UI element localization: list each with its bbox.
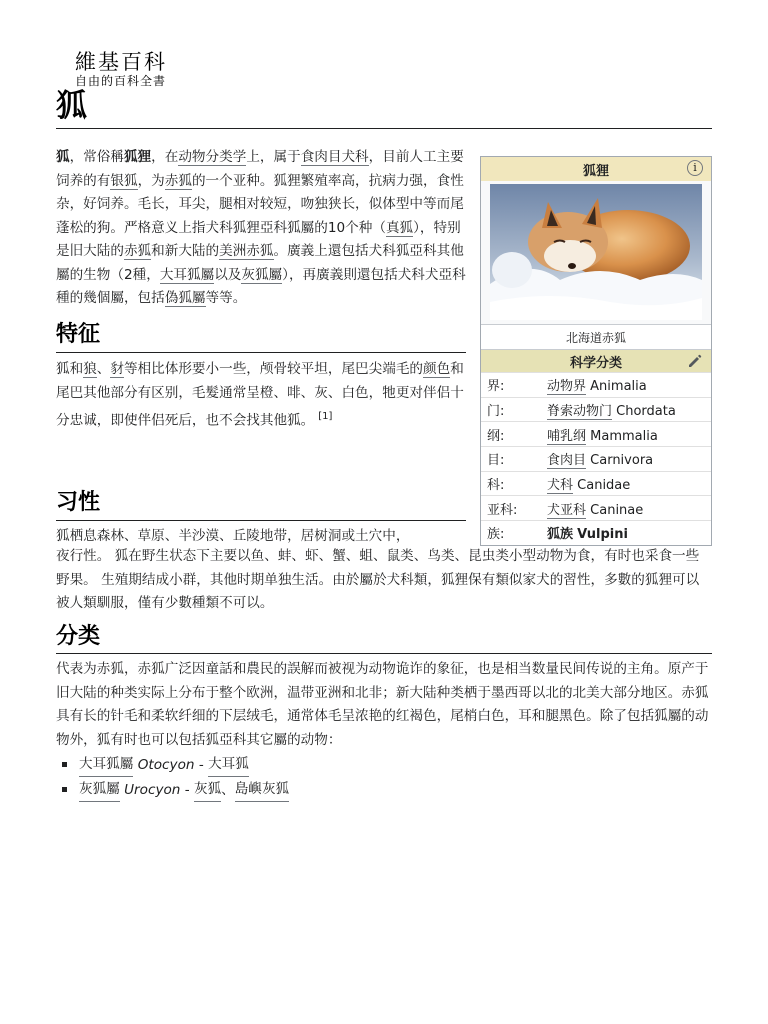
section-title-features: 特征 bbox=[56, 322, 101, 347]
rank-latin: Animalia bbox=[590, 379, 647, 395]
rank-value bbox=[547, 375, 711, 394]
taxonomy-row bbox=[481, 471, 711, 496]
logo-subtitle: 自由的百科全書 bbox=[75, 74, 167, 88]
separator: 、 bbox=[221, 781, 235, 798]
link-otocyon[interactable]: 大耳狐屬 bbox=[159, 266, 215, 283]
rank-label: 族: bbox=[487, 527, 505, 543]
rank-latin: Canidae bbox=[577, 478, 631, 494]
lead-text: ），特别是旧大陆的 bbox=[56, 219, 461, 259]
taxonomy-row bbox=[481, 372, 711, 397]
link-color[interactable]: 颜色 bbox=[423, 361, 451, 377]
lead-text: ），再廣義則還包括犬科犬亞科種的幾個屬，包括 bbox=[56, 266, 466, 306]
taxonomy-header bbox=[481, 349, 711, 372]
link-american-red-fox[interactable]: 美洲赤狐 bbox=[219, 243, 274, 259]
rank-name-link[interactable]: 动物界 bbox=[547, 379, 587, 395]
link-taxonomy[interactable]: 动物分类学 bbox=[178, 149, 247, 165]
separator: - bbox=[194, 756, 209, 773]
link-urocyon[interactable]: 灰狐屬 bbox=[241, 266, 283, 283]
rank-label: 门: bbox=[487, 404, 505, 420]
section-title-classification: 分类 bbox=[56, 624, 101, 649]
rank-latin: Vulpini bbox=[577, 527, 628, 543]
features-text: 狐和 bbox=[56, 361, 84, 377]
section-title-habits: 习性 bbox=[56, 490, 101, 515]
link-canidae[interactable]: 犬科 bbox=[341, 149, 369, 165]
fox-photo[interactable] bbox=[490, 184, 702, 320]
genus-list bbox=[62, 752, 289, 802]
link-carnivora[interactable]: 食肉目 bbox=[300, 149, 342, 165]
infobox-title-text: 狐狸 bbox=[582, 163, 609, 179]
page-title: 狐 bbox=[56, 88, 87, 124]
rank-latin: Chordata bbox=[616, 404, 676, 420]
features-paragraph bbox=[56, 358, 466, 433]
taxonomy-row bbox=[481, 446, 711, 471]
lead-text: 的一个亚种。狐狸繁殖率高，抗病力强，食性杂，好饲养。毛长，耳尖，腿相对较短，吻独狭长，似体型中等而尾蓬松的狗。严格意义上指犬科狐狸亞科狐屬的10个种（ bbox=[56, 172, 464, 236]
section-divider bbox=[56, 352, 466, 353]
habits-paragraph: 夜行性。 狐在野生状态下主要以鱼、蚌、虾、蟹、蛆、鼠类、鸟类、昆虫类小型动物为食，有时也采食一些野果。 生殖期结成小群，其他时期单独生活。由於屬於犬科類，狐狸保有類似家犬的習性，多數的狐狸可以被人類馴服，僅有少數種類不可以。 bbox=[56, 548, 700, 611]
rank-latin: Mammalia bbox=[590, 428, 658, 444]
link-genus-urocyon[interactable]: 灰狐屬 bbox=[79, 777, 120, 802]
separator: - bbox=[180, 781, 194, 798]
taxonomy-header-text[interactable]: 科学分类 bbox=[569, 355, 622, 371]
features-text: 、 bbox=[96, 361, 111, 377]
rank-name-link[interactable]: 食肉目 bbox=[547, 453, 587, 469]
features-text: 等相比体形要小一些，颅骨较平坦，尾巴尖端毛的 bbox=[123, 361, 424, 377]
rank-latin: Caninae bbox=[590, 502, 644, 518]
taxonomy-row bbox=[481, 397, 711, 422]
infobox-caption: 北海道赤狐 bbox=[481, 324, 711, 349]
citation-link[interactable]: [1] bbox=[318, 411, 333, 422]
link-true-fox[interactable]: 真狐 bbox=[385, 219, 414, 236]
link-wolf[interactable]: 狼 bbox=[83, 361, 97, 377]
habits-line-1: 狐栖息森林、草原、半沙漠、丘陵地带，居树洞或土穴中， bbox=[56, 528, 410, 544]
rank-name-link: 狐族 bbox=[547, 527, 574, 543]
pencil-icon[interactable] bbox=[687, 353, 703, 369]
link-species-bat-eared-fox[interactable]: 大耳狐 bbox=[208, 752, 249, 777]
link-silver-fox[interactable]: 银狐 bbox=[110, 172, 138, 189]
link-red-fox-2[interactable]: 赤狐 bbox=[123, 243, 152, 259]
bullet-icon bbox=[62, 787, 67, 792]
info-icon[interactable]: i bbox=[687, 160, 703, 176]
lead-text: 和新大陆的 bbox=[151, 243, 220, 259]
logo-title[interactable]: 維基百科 bbox=[75, 50, 167, 74]
rank-name-link[interactable]: 脊索动物门 bbox=[547, 404, 613, 420]
rank-name-link[interactable]: 犬科 bbox=[547, 478, 574, 494]
link-pseudalopex[interactable]: 偽狐屬 bbox=[164, 290, 206, 306]
site-logo[interactable] bbox=[75, 50, 167, 88]
infobox-title bbox=[481, 157, 711, 181]
lead-text: 上，属于 bbox=[246, 149, 301, 165]
list-item bbox=[62, 777, 289, 802]
link-species-gray-fox[interactable]: 灰狐 bbox=[194, 777, 221, 802]
title-divider bbox=[56, 128, 712, 129]
latin-name: Otocyon bbox=[137, 756, 195, 773]
classification-paragraph: 代表为赤狐，赤狐广泛因童話和農民的誤解而被视为动物诡诈的象征，也是相当数量民间传说的主角。原产于旧大陆的种类实际上分布于整个欧洲，温带亚洲和北非；新大陆种类栖于墨西哥以北的北美大部分地区。赤狐具有长的针毛和柔软纤细的下层绒毛，通常体毛呈浓艳的红褐色，尾梢白色，耳和腿黑色。除了包括狐屬的动物外，狐有时也可以包括狐亞科其它屬的动物： bbox=[56, 661, 709, 748]
lead-text: 等等。 bbox=[205, 290, 247, 306]
rank-value bbox=[547, 400, 711, 419]
rank-value bbox=[547, 474, 711, 493]
link-red-fox[interactable]: 赤狐 bbox=[164, 172, 192, 189]
lead-text: ，目前人工主要饲养的有 bbox=[56, 149, 464, 189]
lead-bold-term: 狐 bbox=[56, 149, 70, 165]
bullet-icon bbox=[62, 762, 67, 767]
infobox bbox=[480, 156, 712, 546]
rank-label: 目: bbox=[487, 453, 505, 469]
link-dhole[interactable]: 豺 bbox=[110, 361, 124, 377]
section-divider bbox=[56, 653, 712, 654]
link-genus-otocyon[interactable]: 大耳狐屬 bbox=[79, 752, 133, 777]
rank-label: 科: bbox=[487, 478, 505, 494]
lead-text: 。廣義上還包括犬科狐亞科其他屬的生物（2種， bbox=[56, 243, 464, 283]
rank-value bbox=[547, 449, 711, 468]
rank-name-link[interactable]: 哺乳纲 bbox=[547, 428, 587, 444]
section-divider bbox=[56, 520, 466, 521]
lead-text: ，常俗稱 bbox=[69, 149, 124, 165]
taxonomy-row bbox=[481, 520, 711, 545]
lead-text: ，在 bbox=[151, 149, 179, 165]
taxonomy-rows bbox=[481, 372, 711, 545]
rank-label: 亚科: bbox=[487, 502, 518, 518]
infobox-image-container bbox=[481, 181, 711, 322]
rank-value bbox=[547, 523, 711, 542]
lead-text: 以及 bbox=[214, 266, 242, 283]
rank-value bbox=[547, 425, 711, 444]
lead-bold-term: 狐狸 bbox=[123, 149, 152, 165]
list-item bbox=[62, 752, 289, 777]
rank-label: 纲: bbox=[487, 428, 505, 444]
lead-paragraph bbox=[56, 146, 466, 311]
rank-label: 界: bbox=[487, 379, 505, 395]
features-text: 和尾巴其他部分有区别，毛髮通常呈橙、啡、灰、白色，牠更对伴侣十分忠诚，即使伴侣死后，也不会找其他狐。 bbox=[56, 361, 464, 429]
rank-latin: Carnivora bbox=[590, 453, 654, 469]
rank-value bbox=[547, 499, 711, 518]
rank-name-link[interactable]: 犬亚科 bbox=[547, 502, 587, 518]
taxonomy-row bbox=[481, 421, 711, 446]
taxonomy-row bbox=[481, 495, 711, 520]
lead-text: ，为 bbox=[137, 172, 165, 189]
latin-name: Urocyon bbox=[124, 781, 181, 798]
link-species-island-fox[interactable]: 島嶼灰狐 bbox=[235, 777, 289, 802]
